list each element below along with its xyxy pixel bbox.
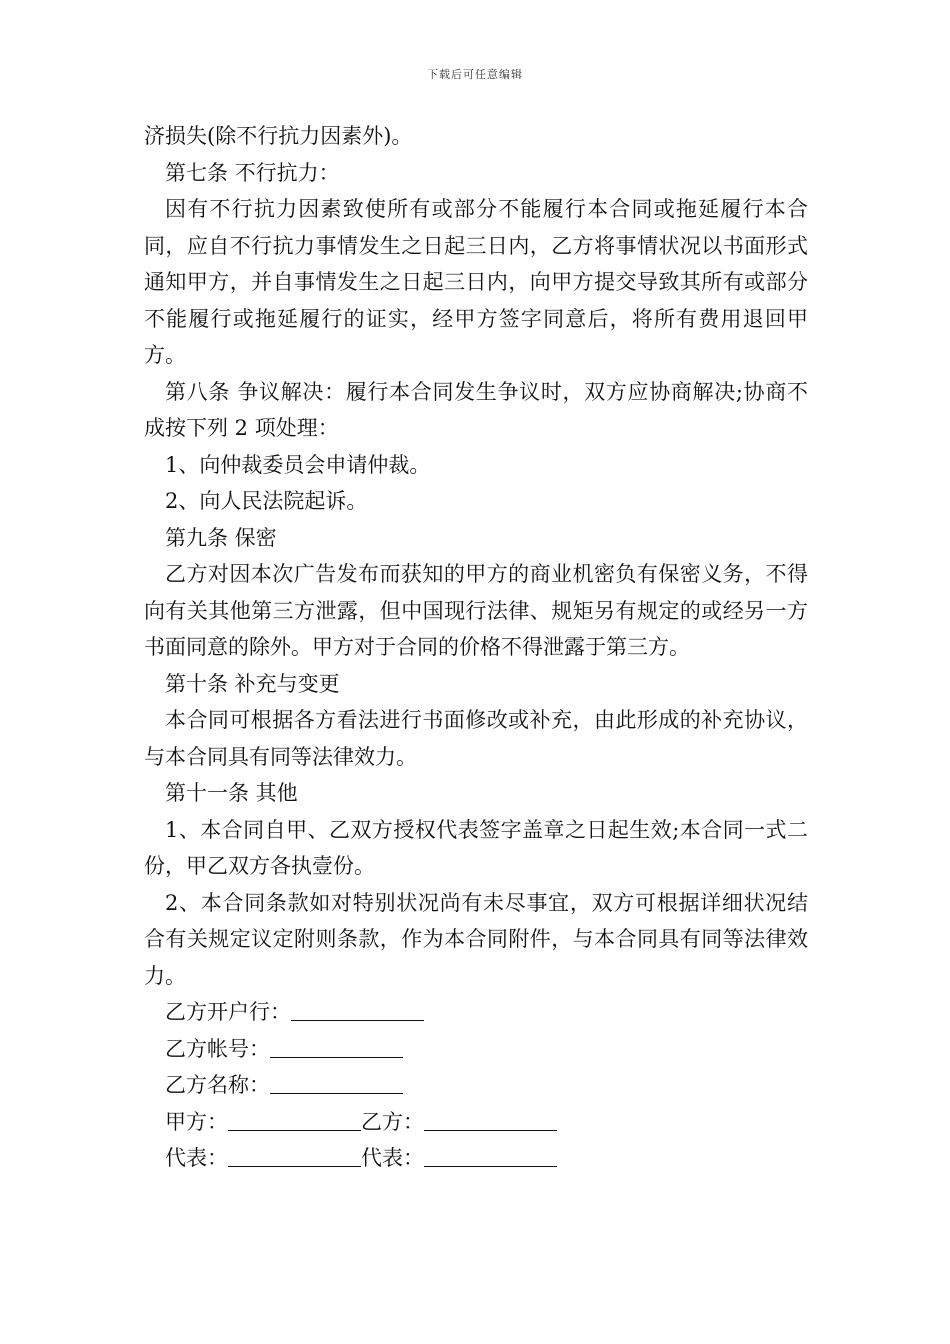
party-b-blank-line[interactable] [424, 1108, 557, 1131]
bank-field-row [144, 994, 808, 1031]
paragraph: 济损失(除不行抗力因素外)。 [144, 124, 413, 148]
party-a-label: 甲方： [165, 1109, 228, 1134]
party-b-label: 乙方： [361, 1109, 424, 1134]
section-heading: 第十一条 其他 [165, 781, 298, 805]
party-a-blank-line[interactable] [228, 1108, 361, 1131]
bank-label: 乙方开户行： [165, 1000, 291, 1024]
name-blank-line[interactable] [270, 1071, 403, 1094]
paragraph: 本合同可根据各方看法进行书面修改或补充，由此形成的补充协议，与本合同具有同等法律效力。 [144, 708, 808, 769]
section-heading: 第七条 不行抗力： [165, 160, 340, 185]
paragraph: 1、本合同自甲、乙双方授权代表签字盖章之日起生效;本合同一式二份，甲乙双方各执壹份。 [144, 817, 808, 878]
section-heading: 第十条 补充与变更 [165, 671, 340, 696]
name-field-row [144, 1067, 808, 1104]
representatives-signature-row [144, 1140, 808, 1177]
account-blank-line[interactable] [270, 1035, 403, 1058]
page-header: 下载后可任意编辑 [427, 68, 523, 81]
document-body [144, 118, 808, 1177]
paragraph: 第八条 争议解决：履行本合同发生争议时，双方应协商解决;协商不成按下列 2 项处理： [144, 379, 808, 440]
rep-a-label: 代表： [165, 1146, 228, 1170]
paragraph: 乙方对因本次广告发布而获知的甲方的商业机密负有保密义务，不得向有关其他第三方泄露，但中国现行法律、规矩另有规定的或经另一方书面同意的除外。甲方对于合同的价格不得泄露于第三方。 [144, 562, 808, 659]
paragraph: 2、本合同条款如对特别状况尚有未尽事宜，双方可根据详细状况结合有关规定议定附则条款，作为本合同附件，与本合同具有同等法律效力。 [144, 890, 808, 988]
rep-b-blank-line[interactable] [424, 1144, 557, 1167]
account-label: 乙方帐号： [165, 1036, 270, 1061]
name-label: 乙方名称： [165, 1073, 270, 1097]
list-item: 1、向仲裁委员会申请仲裁。 [165, 452, 431, 477]
list-item: 2、向人民法院起诉。 [165, 489, 368, 513]
bank-blank-line[interactable] [291, 998, 424, 1021]
rep-a-blank-line[interactable] [228, 1144, 361, 1167]
parties-signature-row [144, 1104, 808, 1141]
rep-b-label: 代表： [361, 1146, 424, 1170]
account-field-row [144, 1031, 808, 1068]
section-heading: 第九条 保密 [165, 525, 277, 550]
paragraph: 因有不行抗力因素致使所有或部分不能履行本合同或拖延履行本合同，应自不行抗力事情发生之日起三日内，乙方将事情状况以书面形式通知甲方，并自事情发生之日起三日内，向甲方提交导致其所有或部分不能履行或拖延履行的证实，经甲方签字同意后，将所有费用退回甲方。 [144, 197, 808, 367]
